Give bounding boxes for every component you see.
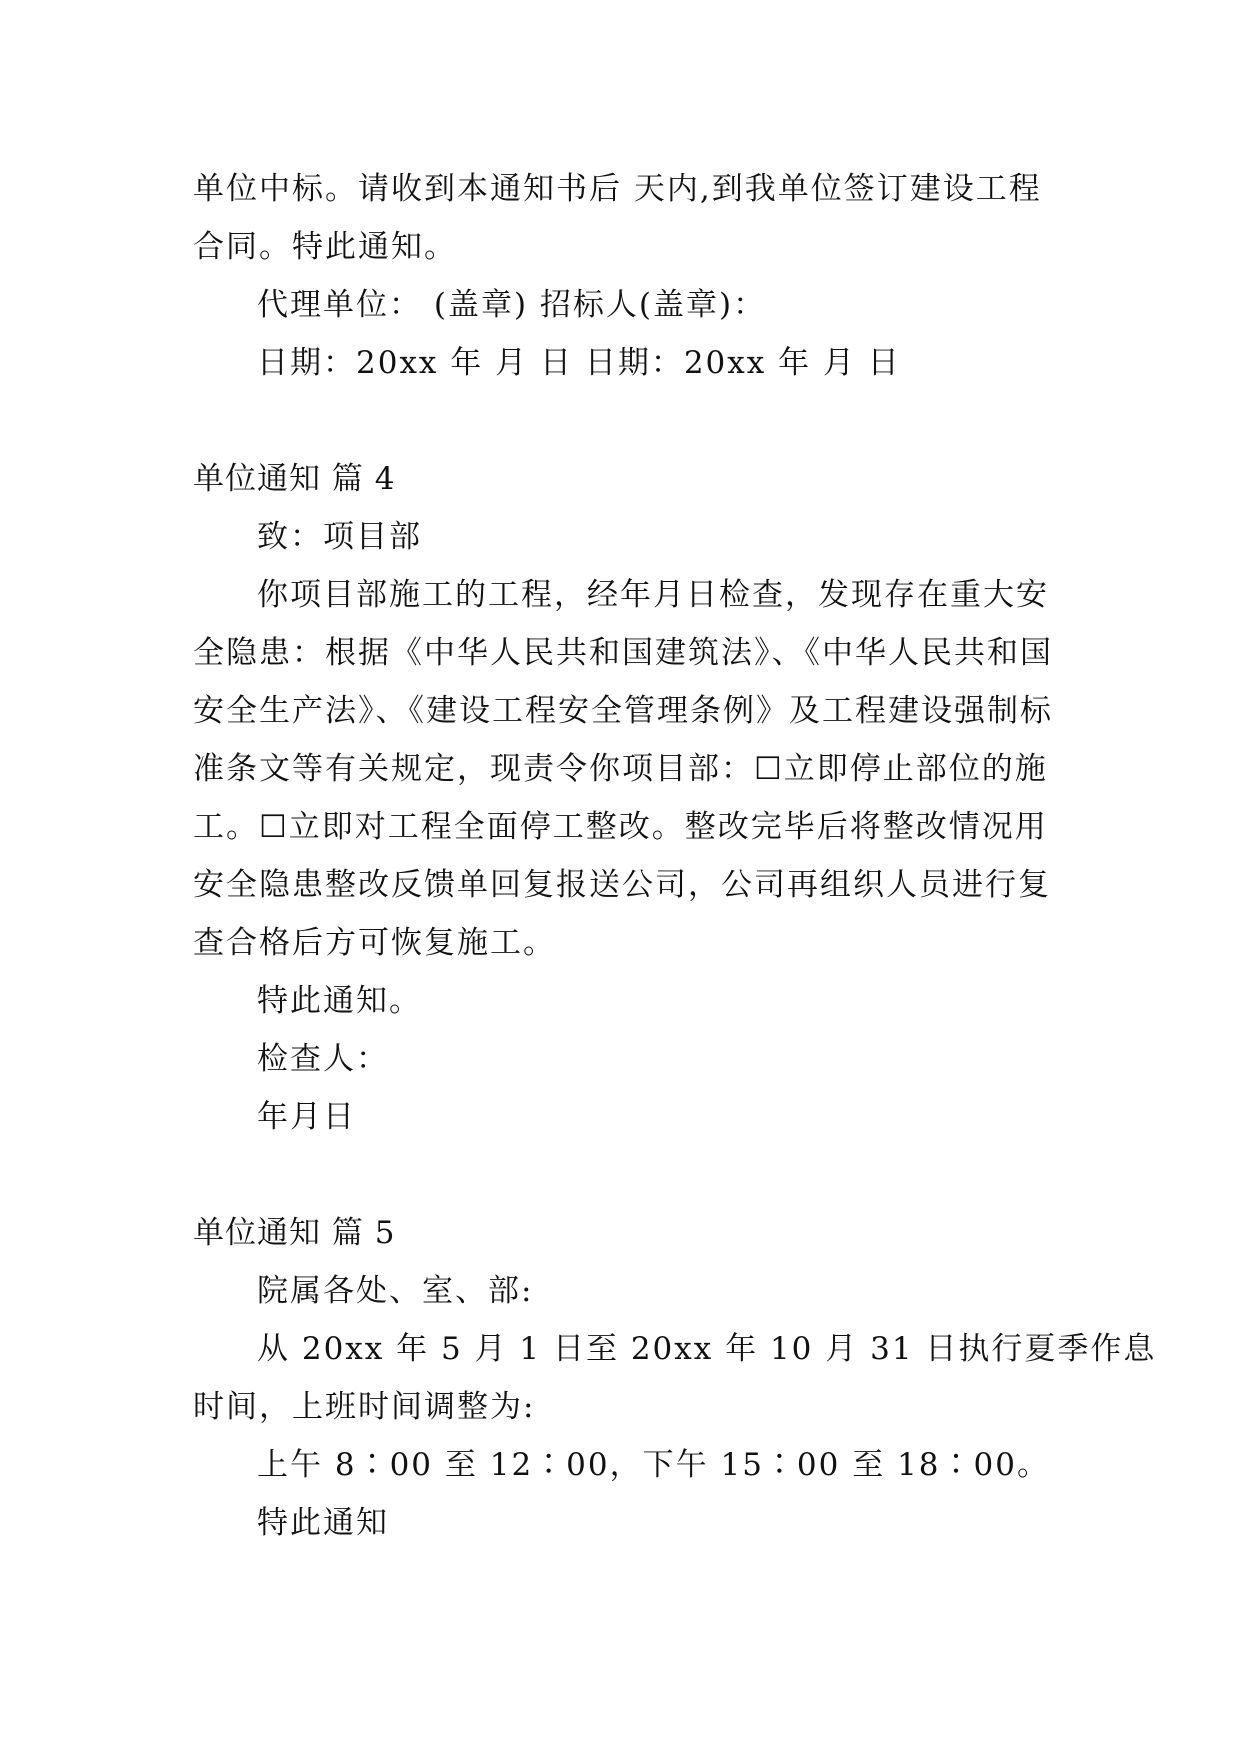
body-line: 合同。特此通知。 <box>193 229 457 265</box>
section-gap <box>193 392 1063 450</box>
section-heading: 单位通知 篇 4 <box>193 461 396 497</box>
schedule-line: 上午 8∶00 至 12∶00，下午 15∶00 至 18∶00。 <box>257 1447 1050 1483</box>
signature-line: 代理单位： (盖章) 招标人(盖章)： <box>257 287 767 323</box>
body-line: 你项目部施工的工程，经年月日检查，发现存在重大安 <box>257 577 1049 613</box>
body-line: 安全隐患整改反馈单回复报送公司，公司再组织人员进行复 <box>193 867 1051 903</box>
addressee: 院属各处、室、部: <box>257 1273 534 1309</box>
body-line: 准条文等有关规定，现责令你项目部：☐立即停止部位的施 <box>193 751 1048 787</box>
body-line: 单位中标。请收到本通知书后 天内,到我单位签订建设工程 <box>193 171 1042 207</box>
addressee: 致：项目部 <box>257 519 422 555</box>
section-heading: 单位通知 篇 5 <box>193 1215 396 1251</box>
document-page <box>193 160 1157 1552</box>
closing-line: 特此通知 <box>257 1505 389 1541</box>
body-line: 时间，上班时间调整为: <box>193 1389 536 1425</box>
body-line: 从 20xx 年 5 月 1 日至 20xx 年 10 月 31 日执行夏季作息 <box>257 1331 1157 1367</box>
date-line: 年月日 <box>257 1099 356 1135</box>
date-line: 日期：20xx 年 月 日 日期：20xx 年 月 日 <box>257 345 901 381</box>
section-gap <box>193 1146 1063 1204</box>
body-line: 工。☐立即对工程全面停工整改。整改完毕后将整改情况用 <box>193 809 1048 845</box>
closing-line: 特此通知。 <box>257 983 422 1019</box>
inspector-line: 检查人： <box>257 1041 389 1077</box>
body-line: 安全生产法》、《建设工程安全管理条例》及工程建设强制标 <box>193 693 1053 729</box>
body-line: 查合格后方可恢复施工。 <box>193 925 556 961</box>
body-line: 全隐患：根据《中华人民共和国建筑法》、《中华人民共和国 <box>193 635 1053 671</box>
